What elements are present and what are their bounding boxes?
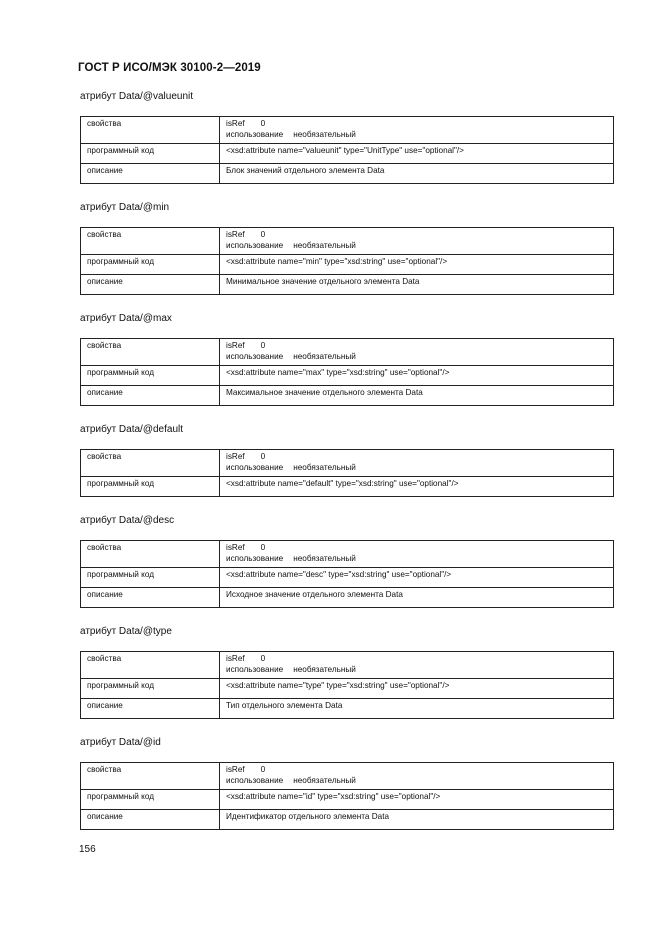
page-number: 156	[79, 844, 96, 855]
usage-value: необязательный	[293, 240, 356, 250]
code-label: программный код	[81, 477, 220, 497]
isref-label: isRef	[226, 452, 245, 461]
description-value: Максимальное значение отдельного элемента Data	[220, 386, 614, 406]
properties-value	[220, 450, 614, 477]
usage-value: необязательный	[293, 462, 356, 472]
usage-label: использование	[226, 775, 284, 785]
usage-label: использование	[226, 553, 284, 563]
description-label: описание	[81, 588, 220, 608]
code-row	[81, 679, 614, 699]
description-row	[81, 164, 614, 184]
usage-value: необязательный	[293, 129, 356, 139]
description-row	[81, 588, 614, 608]
code-value: <xsd:attribute name="max" type="xsd:string" use="optional"/>	[220, 366, 614, 386]
properties-value	[220, 339, 614, 366]
code-row	[81, 255, 614, 275]
attribute-table	[80, 116, 614, 184]
code-row	[81, 790, 614, 810]
code-label: программный код	[81, 144, 220, 164]
description-value: Исходное значение отдельного элемента Data	[220, 588, 614, 608]
description-label: описание	[81, 810, 220, 830]
code-value: <xsd:attribute name="type" type="xsd:string" use="optional"/>	[220, 679, 614, 699]
properties-value	[220, 117, 614, 144]
properties-value	[220, 652, 614, 679]
code-value: <xsd:attribute name="desc" type="xsd:string" use="optional"/>	[220, 568, 614, 588]
isref-label: isRef	[226, 543, 245, 552]
description-row	[81, 275, 614, 295]
properties-label: свойства	[81, 763, 220, 790]
isref-label: isRef	[226, 765, 245, 774]
page-header-title: ГОСТ Р ИСО/МЭК 30100-2—2019	[78, 62, 261, 74]
usage-value: необязательный	[293, 664, 356, 674]
attribute-title: атрибут Data/@default	[80, 424, 184, 435]
properties-row	[81, 228, 614, 255]
attribute-title: атрибут Data/@max	[80, 313, 172, 324]
properties-label: свойства	[81, 450, 220, 477]
properties-label: свойства	[81, 541, 220, 568]
code-value: <xsd:attribute name="id" type="xsd:string" use="optional"/>	[220, 790, 614, 810]
properties-label: свойства	[81, 228, 220, 255]
attribute-section	[80, 514, 614, 608]
properties-value	[220, 541, 614, 568]
attribute-title: атрибут Data/@type	[80, 626, 172, 637]
description-value: Тип отдельного элемента Data	[220, 699, 614, 719]
properties-row	[81, 541, 614, 568]
description-label: описание	[81, 164, 220, 184]
properties-row	[81, 450, 614, 477]
attribute-title: атрибут Data/@valueunit	[80, 91, 194, 102]
attribute-section	[80, 312, 614, 406]
attribute-table	[80, 227, 614, 295]
description-label: описание	[81, 386, 220, 406]
attribute-table	[80, 651, 614, 719]
attribute-table	[80, 338, 614, 406]
description-value: Идентификатор отдельного элемента Data	[220, 810, 614, 830]
description-row	[81, 810, 614, 830]
code-value: <xsd:attribute name="valueunit" type="UnitType" use="optional"/>	[220, 144, 614, 164]
isref-value: 0	[260, 119, 266, 128]
code-label: программный код	[81, 255, 220, 275]
isref-value: 0	[260, 543, 266, 552]
usage-value: необязательный	[293, 775, 356, 785]
description-row	[81, 699, 614, 719]
usage-value: необязательный	[293, 351, 356, 361]
code-label: программный код	[81, 679, 220, 699]
usage-label: использование	[226, 240, 284, 250]
attribute-section	[80, 423, 614, 497]
attribute-table	[80, 762, 614, 830]
isref-value: 0	[260, 765, 266, 774]
attribute-table	[80, 540, 614, 608]
properties-row	[81, 763, 614, 790]
code-row	[81, 568, 614, 588]
properties-label: свойства	[81, 339, 220, 366]
attribute-section	[80, 736, 614, 830]
usage-label: использование	[226, 351, 284, 361]
code-value: <xsd:attribute name="default" type="xsd:string" use="optional"/>	[220, 477, 614, 497]
isref-value: 0	[260, 654, 266, 663]
properties-row	[81, 339, 614, 366]
attribute-section	[80, 201, 614, 295]
description-value: Блок значений отдельного элемента Data	[220, 164, 614, 184]
code-value: <xsd:attribute name="min" type="xsd:string" use="optional"/>	[220, 255, 614, 275]
attribute-title: атрибут Data/@min	[80, 202, 170, 213]
description-row	[81, 386, 614, 406]
code-row	[81, 477, 614, 497]
attribute-title: атрибут Data/@desc	[80, 515, 175, 526]
isref-label: isRef	[226, 230, 245, 239]
isref-label: isRef	[226, 341, 245, 350]
properties-value	[220, 763, 614, 790]
isref-value: 0	[260, 452, 266, 461]
isref-value: 0	[260, 341, 266, 350]
properties-row	[81, 652, 614, 679]
code-row	[81, 144, 614, 164]
usage-label: использование	[226, 462, 284, 472]
code-label: программный код	[81, 568, 220, 588]
isref-label: isRef	[226, 119, 245, 128]
attribute-title: атрибут Data/@id	[80, 737, 161, 748]
attribute-section	[80, 90, 614, 184]
properties-label: свойства	[81, 117, 220, 144]
code-row	[81, 366, 614, 386]
isref-label: isRef	[226, 654, 245, 663]
usage-label: использование	[226, 129, 284, 139]
attribute-table	[80, 449, 614, 497]
description-label: описание	[81, 275, 220, 295]
properties-label: свойства	[81, 652, 220, 679]
code-label: программный код	[81, 790, 220, 810]
isref-value: 0	[260, 230, 266, 239]
description-label: описание	[81, 699, 220, 719]
code-label: программный код	[81, 366, 220, 386]
attribute-section	[80, 625, 614, 719]
description-value: Минимальное значение отдельного элемента Data	[220, 275, 614, 295]
usage-value: необязательный	[293, 553, 356, 563]
properties-value	[220, 228, 614, 255]
properties-row	[81, 117, 614, 144]
usage-label: использование	[226, 664, 284, 674]
